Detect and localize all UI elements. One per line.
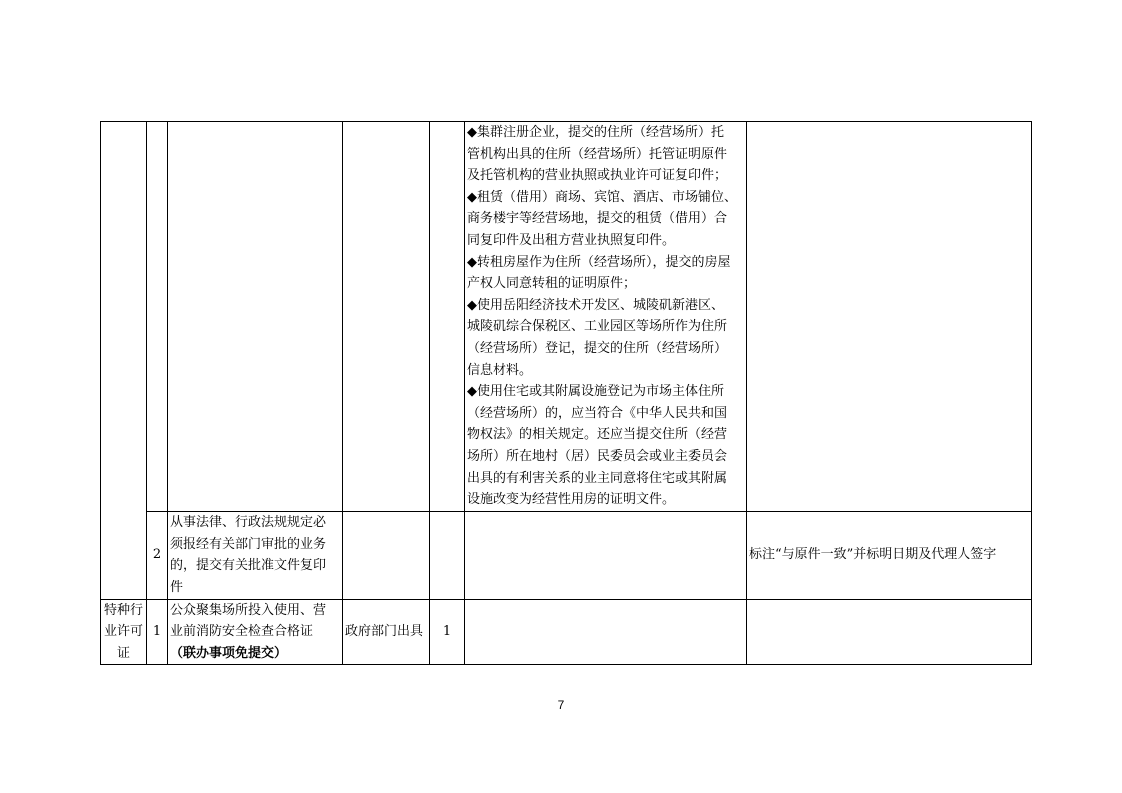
category-line: 业许可 bbox=[103, 624, 143, 640]
requirement-line: 物权法》的相关规定。还应当提交住所（经营 bbox=[467, 427, 728, 443]
category-line: 证 bbox=[116, 645, 130, 661]
copies-cell bbox=[430, 122, 465, 512]
requirement-line: 产权人同意转租的证明原件； bbox=[467, 276, 637, 292]
note-cell bbox=[747, 511, 1032, 599]
material-line: 的，提交有关批准文件复印 bbox=[170, 558, 327, 574]
material-line: 件 bbox=[170, 579, 184, 595]
seq-cell bbox=[147, 122, 168, 512]
requirement-line: 设施改变为经营性用房的证明文件。 bbox=[467, 492, 676, 508]
page-number: 7 bbox=[557, 698, 565, 712]
category-line: 特种行 bbox=[103, 602, 143, 618]
material-line: 从事法律、行政法规规定必 bbox=[170, 515, 327, 530]
requirement-line: ◆转租房屋作为住所（经营场所），提交的房屋 bbox=[467, 254, 731, 270]
requirement-line: 商务楼宇等经营场地，提交的租赁（借用）合 bbox=[467, 211, 728, 227]
seq-cell: 2 bbox=[147, 511, 168, 599]
requirement-line: 场所）所在地村（居）民委员会或业主委员会 bbox=[467, 448, 728, 464]
requirements-cell bbox=[465, 122, 747, 512]
note-text: 标注“与原件一致”并标明日期及代理人签字 bbox=[749, 547, 997, 563]
table-row bbox=[101, 122, 1032, 512]
requirement-line: ◆使用岳阳经济技术开发区、城陵矶新港区、 bbox=[467, 297, 724, 313]
note-cell bbox=[747, 122, 1032, 512]
requirement-line: 及托管机构的营业执照或执业许可证复印件； bbox=[467, 168, 728, 184]
requirement-line: （经营场所）的，应当符合《中华人民共和国 bbox=[467, 405, 728, 421]
copies-cell: 1 bbox=[430, 599, 465, 665]
category-cell bbox=[101, 122, 147, 600]
seq-cell: 1 bbox=[147, 599, 168, 665]
category-cell bbox=[101, 599, 147, 665]
table-row bbox=[101, 599, 1032, 665]
requirement-line: 出具的有利害关系的业主同意将住宅或其附属 bbox=[467, 470, 728, 486]
source-text: 政府部门出具 bbox=[345, 624, 424, 640]
requirement-line: 管机构出具的住所（经营场所）托管证明原件 bbox=[467, 146, 728, 162]
source-cell bbox=[343, 511, 430, 599]
source-cell bbox=[343, 122, 430, 512]
material-note-bold: （联办事项免提交） bbox=[170, 645, 288, 661]
table-row bbox=[101, 511, 1032, 599]
requirement-line: ◆租赁（借用）商场、宾馆、酒店、市场铺位、 bbox=[467, 189, 737, 205]
requirements-cell bbox=[465, 599, 747, 665]
source-cell bbox=[343, 599, 430, 665]
note-cell bbox=[747, 599, 1032, 665]
copies-cell bbox=[430, 511, 465, 599]
requirement-line: 同复印件及出租方营业执照复印件。 bbox=[467, 232, 676, 248]
material-line: 须报经有关部门审批的业务 bbox=[170, 536, 327, 552]
material-cell bbox=[168, 122, 343, 512]
requirement-line: 信息材料。 bbox=[467, 362, 533, 378]
requirement-line: ◆集群注册企业，提交的住所（经营场所）托 bbox=[467, 125, 724, 140]
material-line: 公众聚集场所投入使用、营 bbox=[170, 602, 327, 618]
material-line: 业前消防安全检查合格证 bbox=[170, 624, 314, 640]
material-cell bbox=[168, 599, 343, 665]
requirement-line: （经营场所）登记，提交的住所（经营场所） bbox=[467, 340, 728, 356]
requirement-line: 城陵矶综合保税区、工业园区等场所作为住所 bbox=[467, 319, 728, 335]
material-cell bbox=[168, 511, 343, 599]
requirements-cell bbox=[465, 511, 747, 599]
materials-table bbox=[100, 121, 1032, 665]
requirement-line: ◆使用住宅或其附属设施登记为市场主体住所 bbox=[467, 384, 724, 400]
